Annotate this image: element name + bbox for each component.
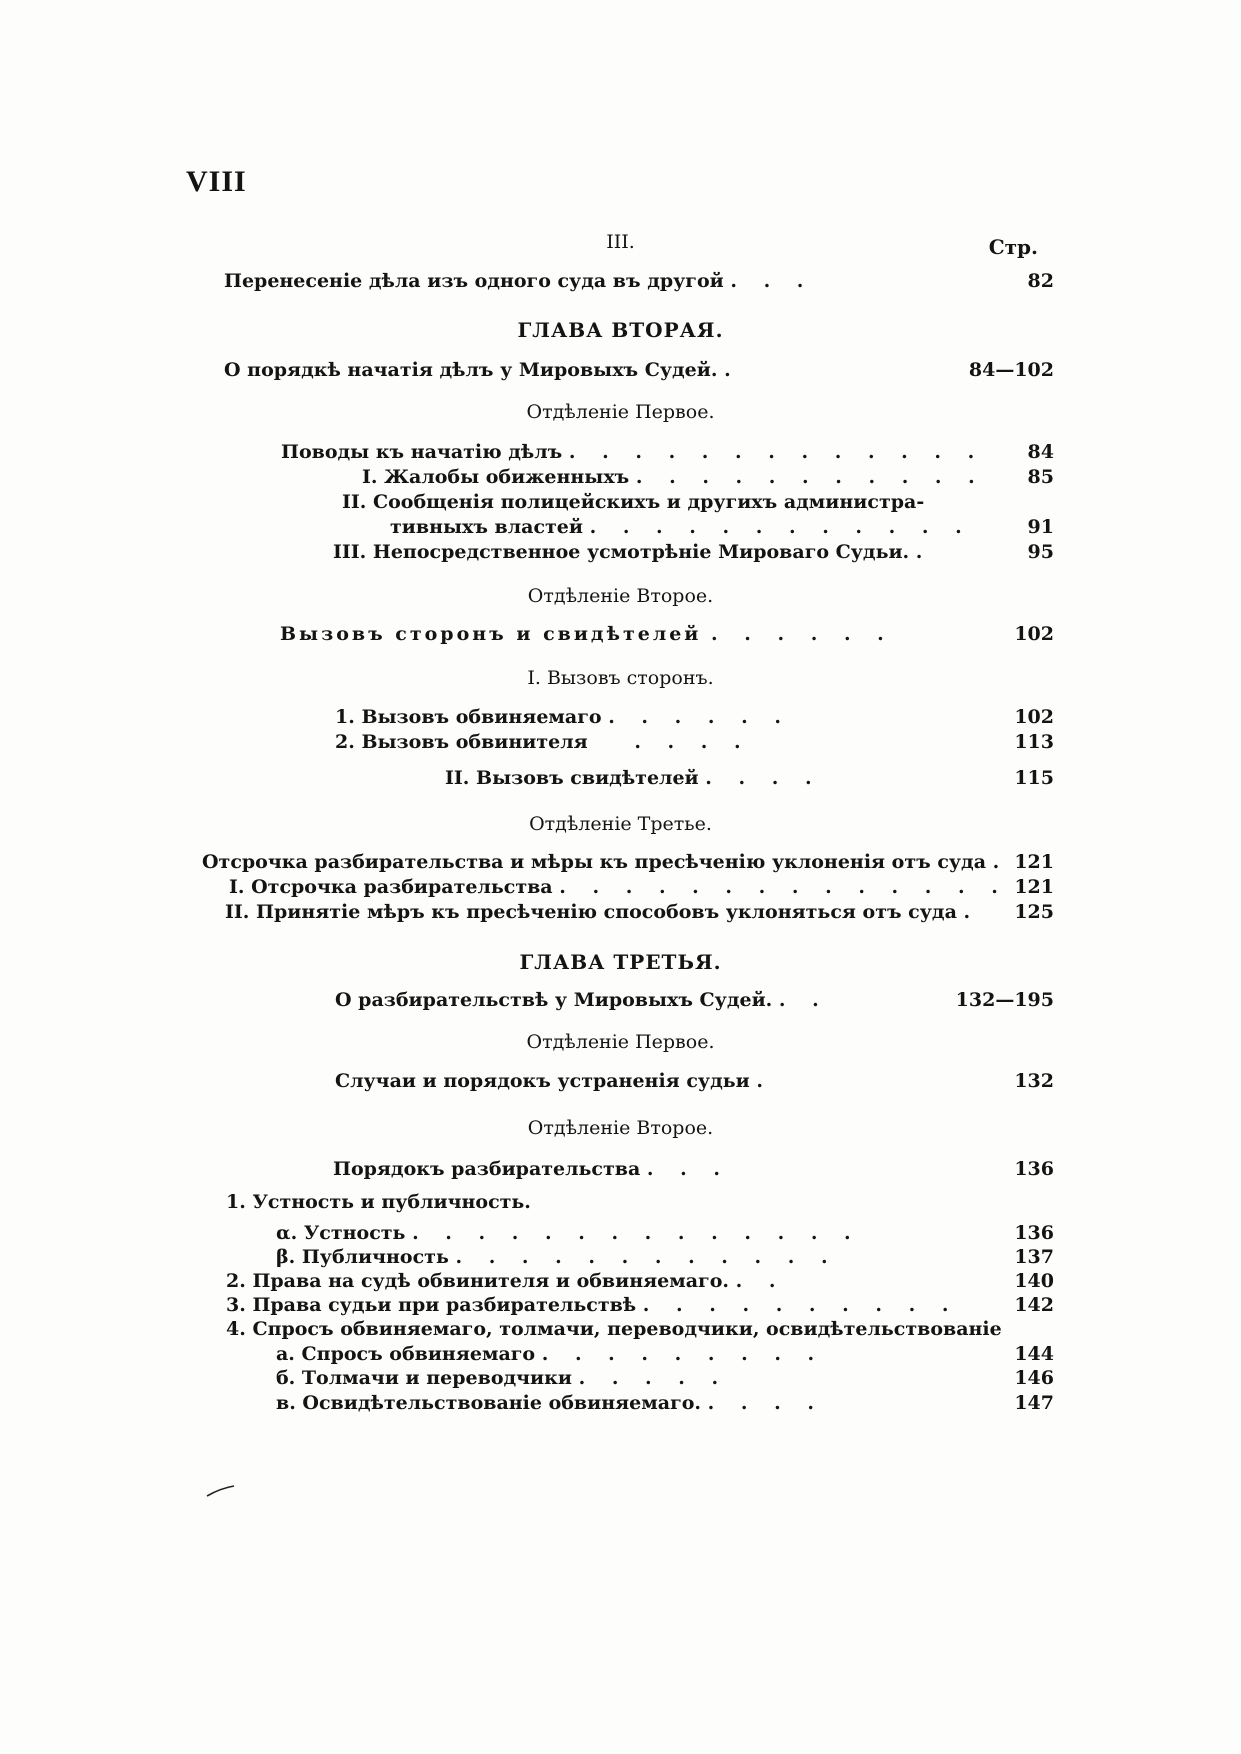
toc-entry[interactable] — [276, 1391, 824, 1415]
entry-page: 121 — [1014, 851, 1054, 873]
toc-entry[interactable] — [276, 1221, 861, 1245]
toc-entry[interactable] — [362, 465, 985, 489]
toc-entry[interactable] — [226, 1317, 1002, 1341]
entry-page: 140 — [1014, 1270, 1054, 1292]
entry-leader: . . — [778, 989, 829, 1011]
entry-text: тивныхъ властей — [390, 516, 583, 538]
entry-text: 2. Вызовъ обвинителя — [335, 731, 588, 753]
entry-leader: . . . . . . . . . . . . . . — [412, 1222, 861, 1244]
entry-text: 2. Права на судѣ обвинителя и обвиняемаго. — [226, 1270, 729, 1292]
toc-entry[interactable] — [280, 622, 894, 646]
entry-page: 91 — [1027, 516, 1054, 538]
section-heading: Отдѣленіе Первое. — [526, 1031, 715, 1053]
entry-leader: . . . . . . — [711, 623, 894, 645]
entry-text: I. Отсрочка разбирательства — [229, 876, 553, 898]
entry-text: Вызовъ сторонъ и свидѣтелей — [280, 623, 702, 645]
entry-page: 115 — [1014, 767, 1054, 789]
entry-page: 121 — [1014, 876, 1054, 898]
entry-leader: . — [756, 1070, 773, 1092]
entry-page: 144 — [1014, 1343, 1054, 1365]
toc-entry[interactable] — [276, 1245, 838, 1269]
entry-leader: . . . . . . . . . . . . . — [568, 441, 985, 463]
entry-text: в. Освидѣтельствованіе обвиняемаго. — [276, 1392, 701, 1414]
entry-text: Поводы къ начатію дѣлъ — [281, 441, 563, 463]
toc-entry[interactable] — [225, 900, 980, 924]
part-heading: III. — [606, 231, 635, 253]
toc-entry[interactable] — [342, 490, 924, 514]
entry-text: Случаи и порядокъ устраненія судьи — [335, 1070, 750, 1092]
toc-entry-chapter2[interactable] — [224, 358, 741, 382]
entry-page: 136 — [1014, 1222, 1054, 1244]
entry-text: б. Толмачи и переводчики — [276, 1367, 572, 1389]
entry-page: 137 — [1014, 1246, 1054, 1268]
entry-leader: . . . . . . — [608, 706, 791, 728]
entry-leader: . . . — [730, 270, 814, 292]
toc-entry[interactable] — [333, 540, 932, 564]
entry-leader: . . . . . . . . . — [541, 1343, 825, 1365]
pen-mark-icon — [206, 1484, 236, 1498]
entry-leader: . . . . . . . . . . . . . . — [559, 876, 1008, 898]
entry-page: 85 — [1027, 466, 1054, 488]
toc-entry[interactable] — [335, 730, 751, 754]
entry-leader: . . . . — [705, 767, 822, 789]
entry-page: 146 — [1014, 1367, 1054, 1389]
entry-text: а. Спросъ обвиняемаго — [276, 1343, 536, 1365]
toc-entry[interactable] — [335, 1069, 773, 1093]
entry-text: 3. Права судьи при разбирательствѣ — [226, 1294, 637, 1316]
entry-text: I. Жалобы обиженныхъ — [362, 466, 630, 488]
entry-page: 136 — [1014, 1158, 1054, 1180]
subsection-heading: I. Вызовъ сторонъ. — [527, 667, 714, 689]
entry-page: 95 — [1027, 541, 1054, 563]
entry-text: 1. Вызовъ обвиняемаго — [335, 706, 602, 728]
entry-text: 1. Устность и публичность. — [226, 1191, 531, 1213]
entry-text: II. Вызовъ свидѣтелей — [445, 767, 699, 789]
entry-page-range: 84—102 — [968, 359, 1054, 381]
section-heading: Отдѣленіе Третье. — [529, 813, 712, 835]
entry-text: β. Публичность — [276, 1246, 449, 1268]
toc-entry[interactable] — [281, 440, 984, 464]
entry-leader: . . . . — [634, 731, 751, 753]
page-folio: VIII — [186, 165, 247, 198]
toc-entry[interactable] — [445, 766, 822, 790]
toc-entry[interactable] — [390, 515, 972, 539]
entry-leader: . . . . . . . . . . . — [635, 466, 985, 488]
chapter-heading: ГЛАВА ТРЕТЬЯ. — [519, 950, 722, 974]
entry-text: 4. Спросъ обвиняемаго, толмачи, переводчики, освидѣтельствованіе — [226, 1318, 1002, 1340]
entry-leader: . . . . . . . . . . — [642, 1294, 959, 1316]
entry-text: О разбирательствѣ у Мировыхъ Судей. — [335, 989, 773, 1011]
entry-text: Порядокъ разбирательства — [333, 1158, 641, 1180]
toc-entry[interactable] — [276, 1366, 728, 1390]
entry-leader: . . . . . . . . . . . . — [455, 1246, 838, 1268]
entry-leader: . . . . . . . . . . . . — [589, 516, 972, 538]
entry-text: II. Сообщенія полицейскихъ и другихъ администра- — [342, 491, 925, 513]
entry-text: III. Непосредственное усмотрѣніе Мироваго Судьи. — [333, 541, 910, 563]
toc-entry[interactable] — [202, 850, 1009, 874]
entry-page: 142 — [1014, 1294, 1054, 1316]
entry-leader: . — [915, 541, 933, 563]
entry-text: Перенесеніе дѣла изъ одного суда въ другой — [224, 270, 724, 292]
entry-page: 82 — [1027, 270, 1054, 292]
entry-page: 113 — [1014, 731, 1054, 753]
toc-entry[interactable] — [226, 1293, 958, 1317]
toc-entry[interactable] — [226, 1190, 531, 1214]
entry-leader: . — [963, 901, 981, 923]
section-heading: Отдѣленіе Первое. — [526, 401, 715, 423]
entry-page: 102 — [1014, 706, 1054, 728]
entry-text: α. Устность — [276, 1222, 406, 1244]
entry-text: Отсрочка разбирательства и мѣры къ пресѣченію уклоненія отъ суда — [202, 851, 987, 873]
toc-entry[interactable] — [276, 1342, 824, 1366]
entry-leader: . . . . — [707, 1392, 824, 1414]
entry-page: 147 — [1014, 1392, 1054, 1414]
entry-page: 125 — [1014, 901, 1054, 923]
entry-leader: . — [992, 851, 1010, 873]
entry-text: О порядкѣ начатія дѣлъ у Мировыхъ Судей. — [224, 359, 718, 381]
entry-page: 132 — [1014, 1070, 1054, 1092]
entry-page: 84 — [1027, 441, 1054, 463]
toc-entry[interactable] — [226, 1269, 785, 1293]
toc-entry[interactable] — [335, 705, 791, 729]
entry-leader: . . — [735, 1270, 786, 1292]
toc-entry-transfer[interactable] — [224, 269, 813, 293]
entry-leader: . . . — [646, 1158, 730, 1180]
page-column-label: Стр. — [988, 235, 1038, 259]
toc-entry-chapter3[interactable] — [335, 988, 829, 1012]
section-heading: Отдѣленіе Второе. — [527, 1117, 714, 1139]
toc-entry[interactable] — [333, 1157, 730, 1181]
entry-text: II. Принятіе мѣръ къ пресѣченію способовъ уклоняться отъ суда — [225, 901, 957, 923]
section-heading: Отдѣленіе Второе. — [527, 585, 714, 607]
entry-page: 102 — [1014, 623, 1054, 645]
toc-entry[interactable] — [229, 875, 1008, 899]
entry-page-range: 132—195 — [955, 989, 1054, 1011]
entry-leader: . . . . . — [578, 1367, 729, 1389]
entry-leader: . — [724, 359, 741, 381]
chapter-heading: ГЛАВА ВТОРАЯ. — [517, 318, 724, 342]
